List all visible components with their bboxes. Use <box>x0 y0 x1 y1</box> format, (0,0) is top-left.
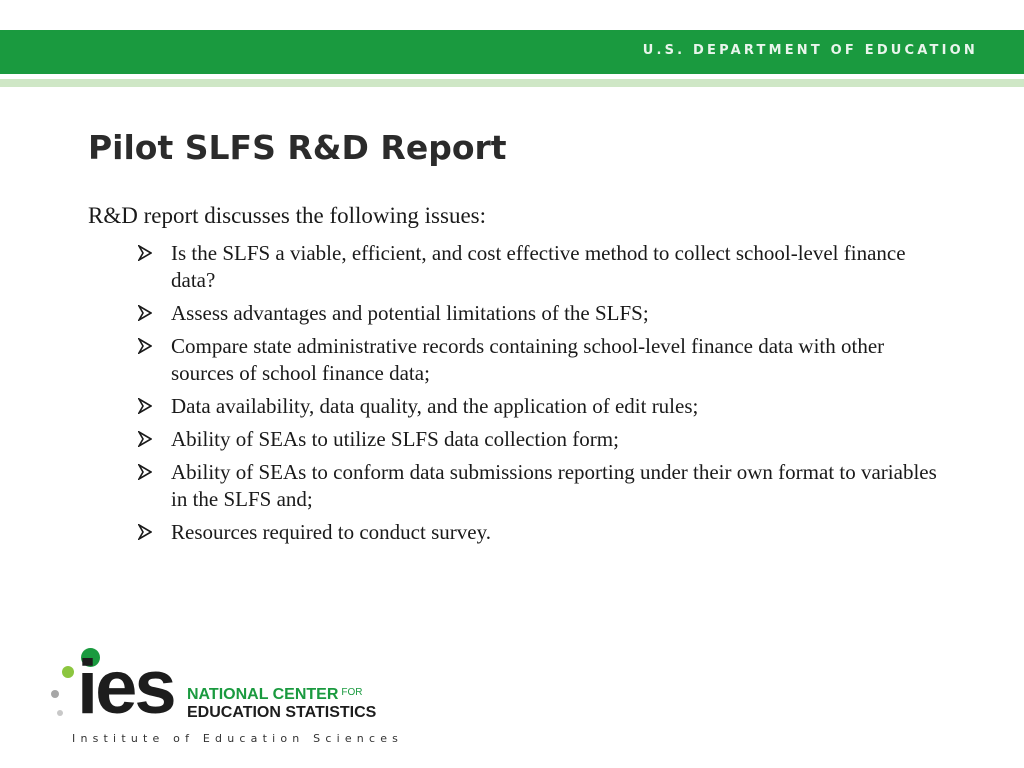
arrow-bullet-icon <box>138 431 152 447</box>
intro-text: R&D report discusses the following issues: <box>88 203 486 228</box>
list-item <box>138 459 938 513</box>
logo-line1-text: NATIONAL CENTER <box>187 686 339 703</box>
list-item-text: Is the SLFS a viable, efficient, and cost effective method to collect school-level finance data? <box>171 241 906 292</box>
list-item-text: Ability of SEAs to conform data submissions reporting under their own format to variables in the SLFS and; <box>171 460 937 511</box>
arrow-bullet-icon <box>138 398 152 414</box>
logo-name-line1 <box>187 686 363 704</box>
arrow-bullet-icon <box>138 305 152 321</box>
logo-dot-small <box>51 690 59 698</box>
header-banner <box>0 30 1024 74</box>
list-item-text: Resources required to conduct survey. <box>171 520 491 544</box>
logo-name-line2: EDUCATION STATISTICS <box>187 704 377 721</box>
list-item <box>138 426 938 453</box>
list-item <box>138 393 938 420</box>
nces-logo <box>48 645 404 750</box>
header-stripe <box>0 79 1024 87</box>
logo-line1-for: FOR <box>341 687 363 698</box>
logo-mark: ies <box>77 645 174 730</box>
list-item <box>138 300 938 327</box>
list-item-text: Assess advantages and potential limitations of the SLFS; <box>171 301 649 325</box>
arrow-bullet-icon <box>138 338 152 354</box>
logo-dot-tiny <box>57 710 63 716</box>
list-item <box>138 240 938 294</box>
logo-tagline: Institute of Education Sciences <box>72 732 404 745</box>
arrow-bullet-icon <box>138 464 152 480</box>
logo-dot-medium <box>62 666 74 678</box>
issue-list <box>138 240 938 552</box>
arrow-bullet-icon <box>138 245 152 261</box>
list-item-text: Ability of SEAs to utilize SLFS data collection form; <box>171 427 619 451</box>
agency-name: U.S. DEPARTMENT OF EDUCATION <box>642 43 978 58</box>
arrow-bullet-icon <box>138 524 152 540</box>
list-item <box>138 519 938 546</box>
slide-title: Pilot SLFS R&D Report <box>88 128 507 167</box>
list-item-text: Compare state administrative records containing school-level finance data with other sources of school finance data; <box>171 334 885 385</box>
list-item-text: Data availability, data quality, and the application of edit rules; <box>171 394 699 418</box>
list-item <box>138 333 938 387</box>
